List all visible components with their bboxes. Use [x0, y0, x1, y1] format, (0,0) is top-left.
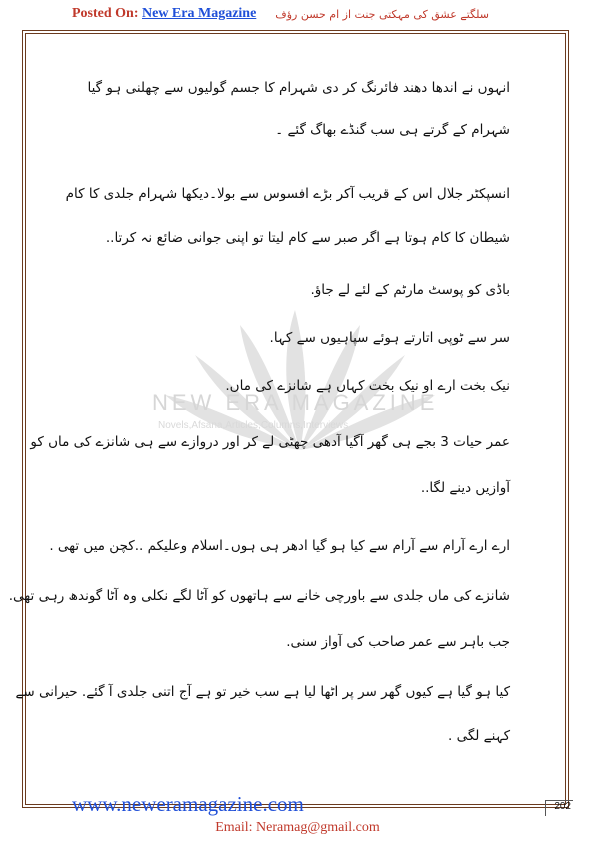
watermark-subtitle: Novels,Afsana,Articles,Columns,Interviews	[158, 420, 349, 431]
magazine-link[interactable]: New Era Magazine	[142, 6, 257, 21]
text-line: آوازیں دینے لگا..	[420, 480, 510, 496]
text-line: باڈی کو پوسٹ مارٹم کے لئے لے جاؤ.	[310, 282, 510, 298]
text-line: شہرام کے گرتے ہی سب گنڈے بھاگ گئے ۔	[275, 122, 510, 138]
website-link[interactable]: www.neweramagazine.com	[72, 792, 304, 816]
contact-email: Email: Neramag@gmail.com	[215, 820, 380, 835]
watermark-title: NEW ERA MAGAZINE	[152, 390, 439, 415]
text-line: کیا ہو گیا ہے کیوں گھر سر پر اٹھا لیا ہے سب خیر تو ہے آج اتنی جلدی آ گئے. حیرانی سے	[15, 684, 510, 700]
posted-on-label	[72, 6, 256, 22]
text-line: سر سے ٹوپی اتارتے ہوئے سپاہیوں سے کہا.	[269, 330, 510, 346]
text-line: انسپکٹر جلال اس کے قریب آکر بڑے افسوس سے بولا۔دیکھا شہرام جلدی کا کام	[65, 186, 510, 202]
page-header	[0, 6, 595, 28]
text-line: نیک بخت ارے او نیک بخت کہاں ہے شانزے کی ماں.	[225, 378, 510, 394]
posted-label-text: Posted On:	[72, 6, 139, 21]
text-line: انہوں نے اندھا دھند فائرنگ کر دی شہرام کا جسم گولیوں سے چھلنی ہو گیا	[87, 80, 510, 96]
text-line: شانزے کی ماں جلدی سے باورچی خانے سے ہاتھوں کو آٹا لگے نکلی وہ آٹا گوندھ رہی تھی.	[8, 588, 510, 604]
text-line: کہنے لگی .	[447, 728, 510, 744]
text-line: عمر حیات 3 بجے ہی گھر آگیا آدھی چھٹی لے کر اور دروازے سے ہی شانزے کی ماں کو	[30, 434, 510, 450]
text-line: ارے ارے آرام سے آرام سے کیا ہو گیا ادھر ہی ہوں۔اسلام وعلیکم ..کچن میں تھی .	[49, 538, 510, 554]
novel-title-header: سلگتے عشق کی مہکتی جنت از ام حسن رؤف	[275, 8, 489, 21]
text-line: جب باہر سے عمر صاحب کی آواز سنی.	[286, 634, 510, 650]
text-line: شیطان کا کام ہوتا ہے اگر صبر سے کام لیتا تو اپنی جوانی ضائع نہ کرتا..	[105, 230, 510, 246]
page-number: 202	[545, 800, 573, 816]
